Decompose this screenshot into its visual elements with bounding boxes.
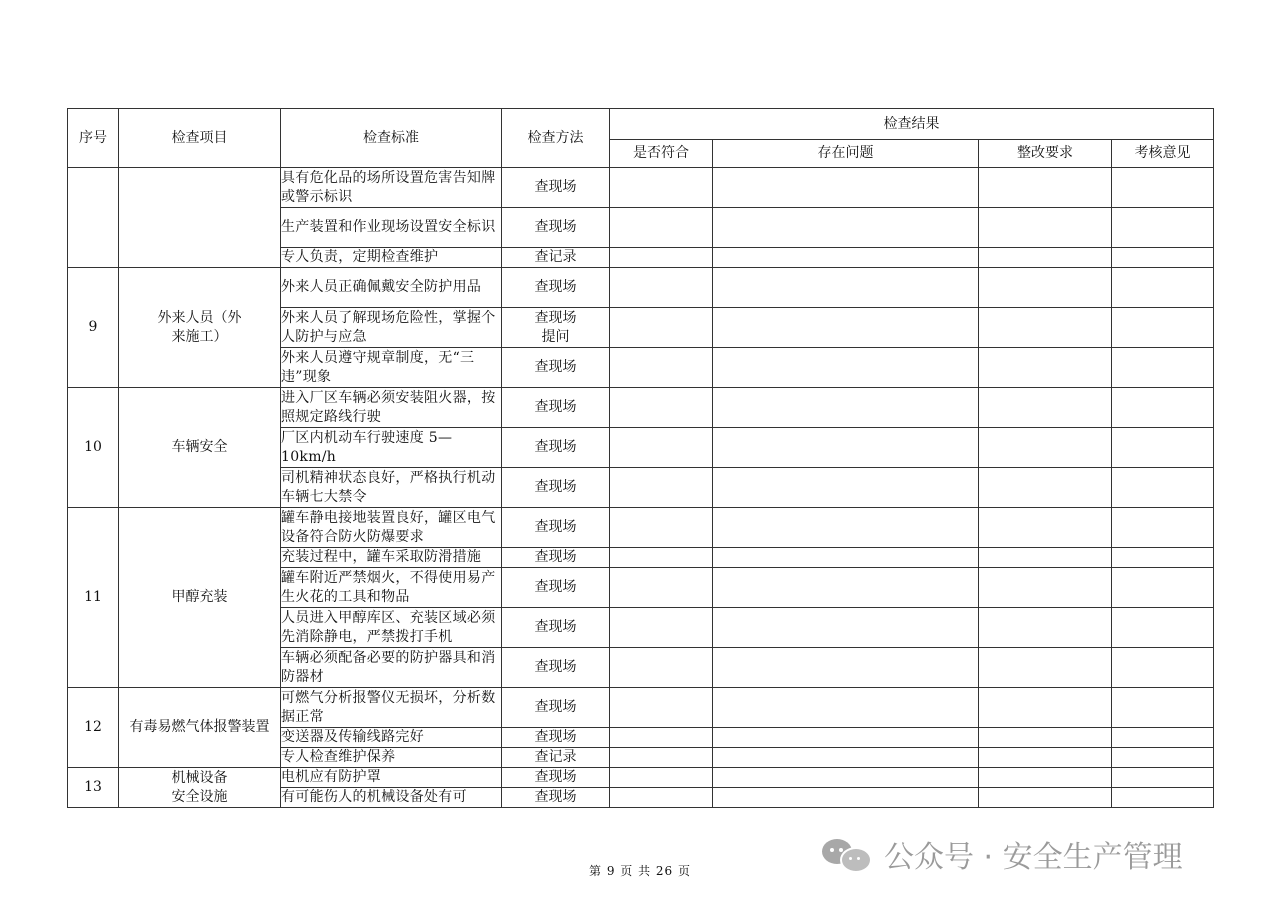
check-standard: 有可能伤人的机械设备处有可 [281, 788, 502, 808]
conform-cell[interactable] [610, 648, 713, 688]
check-item: 车辆安全 [119, 388, 281, 508]
check-method: 查现场 [502, 568, 610, 608]
rectify-cell[interactable] [979, 608, 1112, 648]
check-standard: 变送器及传输线路完好 [281, 728, 502, 748]
check-standard: 进入厂区车辆必须安装阻火器，按照规定路线行驶 [281, 388, 502, 428]
conform-cell[interactable] [610, 568, 713, 608]
check-method: 查现场 [502, 168, 610, 208]
assess-cell[interactable] [1112, 428, 1214, 468]
assess-cell[interactable] [1112, 748, 1214, 768]
assess-cell[interactable] [1112, 548, 1214, 568]
problem-cell[interactable] [713, 248, 979, 268]
assess-cell[interactable] [1112, 248, 1214, 268]
assess-cell[interactable] [1112, 468, 1214, 508]
rectify-cell[interactable] [979, 788, 1112, 808]
assess-cell[interactable] [1112, 768, 1214, 788]
check-method: 查现场 [502, 648, 610, 688]
check-item: 有毒易燃气体报警装置 [119, 688, 281, 768]
conform-cell[interactable] [610, 608, 713, 648]
rectify-cell[interactable] [979, 388, 1112, 428]
conform-cell[interactable] [610, 688, 713, 728]
conform-cell[interactable] [610, 208, 713, 248]
header-problem: 存在问题 [713, 140, 979, 168]
conform-cell[interactable] [610, 348, 713, 388]
rectify-cell[interactable] [979, 348, 1112, 388]
check-standard: 人员进入甲醇库区、充装区域必须先消除静电，严禁拨打手机 [281, 608, 502, 648]
problem-cell[interactable] [713, 608, 979, 648]
check-method: 查现场 [502, 208, 610, 248]
conform-cell[interactable] [610, 748, 713, 768]
check-standard: 罐车附近严禁烟火，不得使用易产生火花的工具和物品 [281, 568, 502, 608]
assess-cell[interactable] [1112, 388, 1214, 428]
check-standard: 司机精神状态良好，严格执行机动车辆七大禁令 [281, 468, 502, 508]
check-item-text: 外来人员（外来施工） [157, 309, 242, 345]
check-method: 查现场 [502, 508, 610, 548]
problem-cell[interactable] [713, 508, 979, 548]
check-item-text: 机械设备安全设施 [171, 769, 228, 805]
assess-cell[interactable] [1112, 688, 1214, 728]
rectify-cell[interactable] [979, 268, 1112, 308]
conform-cell[interactable] [610, 308, 713, 348]
problem-cell[interactable] [713, 348, 979, 388]
check-method: 查现场 [502, 728, 610, 748]
problem-cell[interactable] [713, 728, 979, 748]
check-method: 查现场 [502, 688, 610, 728]
header-standard: 检查标准 [281, 109, 502, 168]
check-standard: 电机应有防护罩 [281, 768, 502, 788]
rectify-cell[interactable] [979, 548, 1112, 568]
assess-cell[interactable] [1112, 168, 1214, 208]
rectify-cell[interactable] [979, 508, 1112, 548]
rectify-cell[interactable] [979, 428, 1112, 468]
conform-cell[interactable] [610, 548, 713, 568]
assess-cell[interactable] [1112, 608, 1214, 648]
assess-cell[interactable] [1112, 308, 1214, 348]
row-no: 13 [68, 768, 119, 808]
assess-cell[interactable] [1112, 728, 1214, 748]
header-no: 序号 [68, 109, 119, 168]
assess-cell[interactable] [1112, 268, 1214, 308]
check-item [119, 268, 281, 388]
check-method: 查现场 [502, 788, 610, 808]
rectify-cell[interactable] [979, 768, 1112, 788]
check-method: 查现场 [502, 548, 610, 568]
check-method: 查记录 [502, 748, 610, 768]
conform-cell[interactable] [610, 468, 713, 508]
problem-cell[interactable] [713, 748, 979, 768]
wechat-icon [822, 837, 870, 871]
check-standard: 可燃气分析报警仪无损坏，分析数据正常 [281, 688, 502, 728]
check-method: 查现场 [502, 768, 610, 788]
check-method: 查现场 [502, 428, 610, 468]
check-standard: 具有危化品的场所设置危害告知牌或警示标识 [281, 168, 502, 208]
assess-cell[interactable] [1112, 648, 1214, 688]
check-method: 查现场 [502, 388, 610, 428]
check-method: 查现场 [502, 468, 610, 508]
conform-cell[interactable] [610, 428, 713, 468]
problem-cell[interactable] [713, 788, 979, 808]
check-standard: 厂区内机动车行驶速度 5—10km/h [281, 428, 502, 468]
rectify-cell[interactable] [979, 648, 1112, 688]
conform-cell[interactable] [610, 768, 713, 788]
conform-cell[interactable] [610, 788, 713, 808]
check-method: 查现场 [502, 608, 610, 648]
rectify-cell[interactable] [979, 208, 1112, 248]
conform-cell[interactable] [610, 168, 713, 208]
check-standard: 外来人员正确佩戴安全防护用品 [281, 268, 502, 308]
check-standard: 专人检查维护保养 [281, 748, 502, 768]
header-item: 检查项目 [119, 109, 281, 168]
assess-cell[interactable] [1112, 208, 1214, 248]
header-rectify: 整改要求 [979, 140, 1112, 168]
problem-cell[interactable] [713, 388, 979, 428]
check-standard: 外来人员了解现场危险性，掌握个人防护与应急 [281, 308, 502, 348]
row-no [68, 168, 119, 268]
check-method-text: 查现场提问 [534, 309, 577, 345]
header-conform: 是否符合 [610, 140, 713, 168]
conform-cell[interactable] [610, 508, 713, 548]
check-item [119, 768, 281, 808]
page-footer: 第 9 页 共 26 页 [589, 864, 691, 878]
problem-cell[interactable] [713, 688, 979, 728]
check-item: 甲醇充装 [119, 508, 281, 688]
rectify-cell[interactable] [979, 748, 1112, 768]
rectify-cell[interactable] [979, 168, 1112, 208]
check-standard: 充装过程中，罐车采取防滑措施 [281, 548, 502, 568]
row-no: 10 [68, 388, 119, 508]
rectify-cell[interactable] [979, 568, 1112, 608]
assess-cell[interactable] [1112, 508, 1214, 548]
rectify-cell[interactable] [979, 468, 1112, 508]
problem-cell[interactable] [713, 468, 979, 508]
conform-cell[interactable] [610, 268, 713, 308]
check-standard: 生产装置和作业现场设置安全标识 [281, 208, 502, 248]
row-no: 12 [68, 688, 119, 768]
check-standard: 外来人员遵守规章制度，无“三违”现象 [281, 348, 502, 388]
rectify-cell[interactable] [979, 308, 1112, 348]
rectify-cell[interactable] [979, 728, 1112, 748]
watermark [822, 834, 1183, 874]
conform-cell[interactable] [610, 388, 713, 428]
check-standard: 专人负责，定期检查维护 [281, 248, 502, 268]
header-assess: 考核意见 [1112, 140, 1214, 168]
row-no: 9 [68, 268, 119, 388]
problem-cell[interactable] [713, 648, 979, 688]
check-standard: 罐车静电接地装置良好，罐区电气设备符合防火防爆要求 [281, 508, 502, 548]
check-method: 查记录 [502, 248, 610, 268]
problem-cell[interactable] [713, 208, 979, 248]
conform-cell[interactable] [610, 248, 713, 268]
problem-cell[interactable] [713, 568, 979, 608]
conform-cell[interactable] [610, 728, 713, 748]
assess-cell[interactable] [1112, 568, 1214, 608]
check-item [119, 168, 281, 268]
row-no: 11 [68, 508, 119, 688]
header-method: 检查方法 [502, 109, 610, 168]
problem-cell[interactable] [713, 768, 979, 788]
watermark-text: 公众号 · 安全生产管理 [884, 840, 1183, 875]
assess-cell[interactable] [1112, 348, 1214, 388]
problem-cell[interactable] [713, 548, 979, 568]
check-method: 查现场 [502, 268, 610, 308]
check-method [502, 308, 610, 348]
problem-cell[interactable] [713, 308, 979, 348]
header-result: 检查结果 [610, 109, 1214, 140]
inspection-table [67, 108, 1214, 808]
problem-cell[interactable] [713, 168, 979, 208]
assess-cell[interactable] [1112, 788, 1214, 808]
rectify-cell[interactable] [979, 688, 1112, 728]
rectify-cell[interactable] [979, 248, 1112, 268]
check-standard: 车辆必须配备必要的防护器具和消防器材 [281, 648, 502, 688]
problem-cell[interactable] [713, 268, 979, 308]
problem-cell[interactable] [713, 428, 979, 468]
check-method: 查现场 [502, 348, 610, 388]
